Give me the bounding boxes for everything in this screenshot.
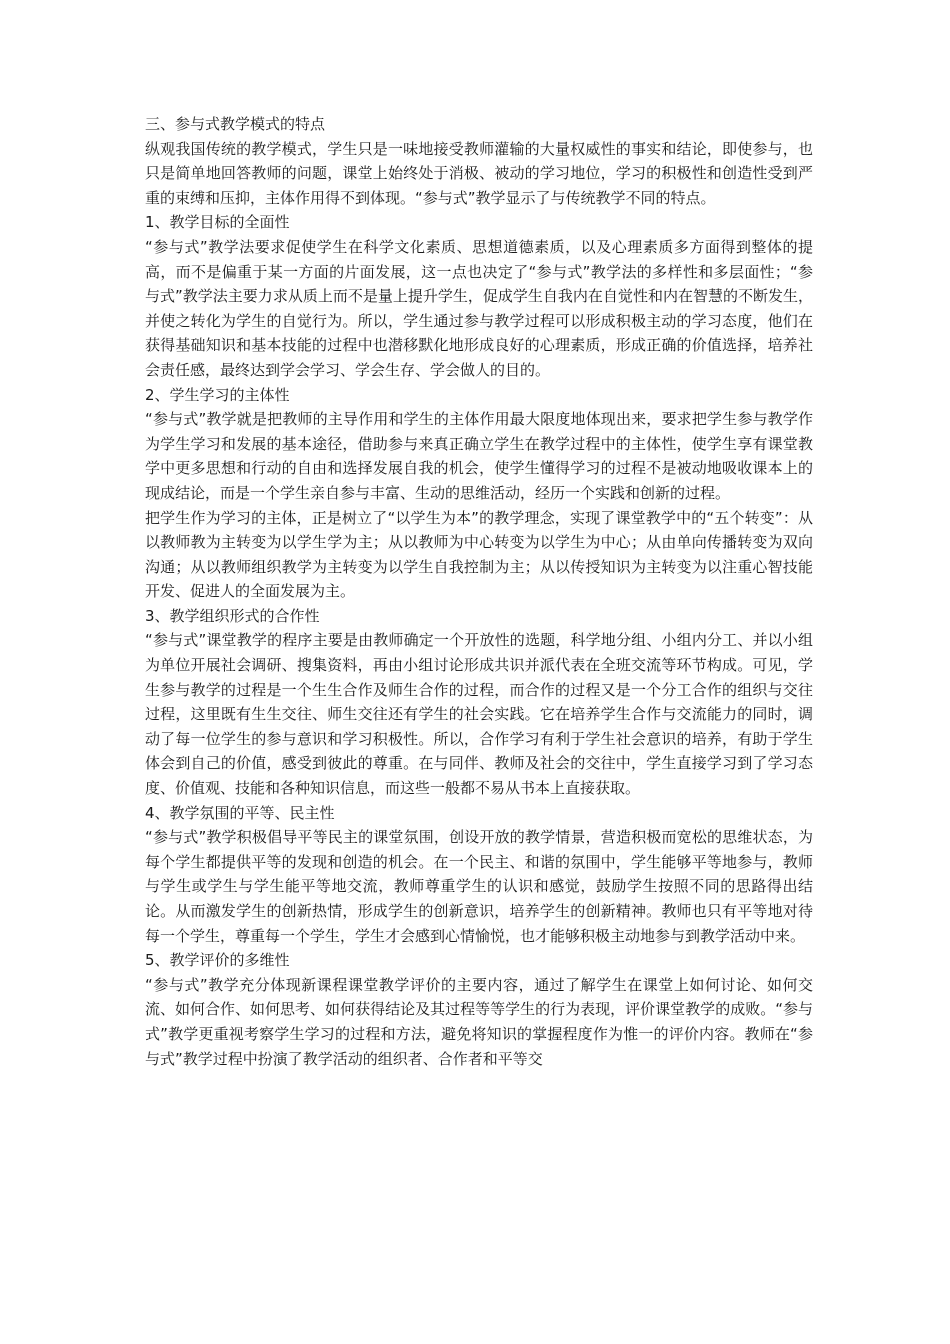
intro-paragraph: 纵观我国传统的教学模式，学生只是一味地接受教师灌输的大量权威性的事实和结论，即使参与，也只是简单地回答教师的问题，课堂上始终处于消极、被动的学习地位，学习的积极性和创造性受到严重的束缚和压抑，主体作用得不到体现。“参与式”教学显示了与传统教学不同的特点。: [145, 139, 813, 207]
document-page: [145, 112, 813, 1071]
paragraph-5-1: “参与式”教学充分体现新课程课堂教学评价的主要内容，通过了解学生在课堂上如何讨论、如何交流、如何合作、如何思考、如何获得结论及其过程等等学生的行为表现，评价课堂教学的成败。“参与式”教学更重视考察学生学习的过程和方法，避免将知识的掌握程度作为惟一的评价内容。教师在“参与式”教学过程中扮演了教学活动的组织者、合作者和平等交: [145, 975, 813, 1068]
subsection-heading-4: 4、教学氛围的平等、民主性: [145, 803, 335, 822]
paragraph-2-2: 把学生作为学习的主体，正是树立了“以学生为本”的教学理念，实现了课堂教学中的“五个转变”：从以教师教为主转变为以学生学为主；从以教师为中心转变为以学生为中心；从由单向传播转变为双向沟通；从以教师组织教学为主转变为以学生自我控制为主；从以传授知识为主转变为以注重心智技能开发、促进人的全面发展为主。: [145, 508, 813, 601]
subsection-heading-2: 2、学生学习的主体性: [145, 385, 290, 404]
paragraph-3-1: “参与式”课堂教学的程序主要是由教师确定一个开放性的选题，科学地分组、小组内分工、并以小组为单位开展社会调研、搜集资料，再由小组讨论形成共识并派代表在全班交流等环节构成。可见，学生参与教学的过程是一个生生合作及师生合作的过程，而合作的过程又是一个分工合作的组织与交往过程，这里既有生生交往、师生交往还有学生的社会实践。它在培养学生合作与交流能力的同时，调动了每一位学生的参与意识和学习积极性。所以，合作学习有利于学生社会意识的培养，有助于学生体会到自己的价值，感受到彼此的尊重。在与同伴、教师及社会的交往中，学生直接学习到了学习态度、价值观、技能和各种知识信息，而这些一般都不易从书本上直接获取。: [145, 631, 813, 798]
subsection-heading-3: 3、教学组织形式的合作性: [145, 606, 320, 625]
section-title: 三、参与式教学模式的特点: [145, 115, 326, 133]
paragraph-1-1: “参与式”教学法要求促使学生在科学文化素质、思想道德素质，以及心理素质多方面得到整体的提高，而不是偏重于某一方面的片面发展，这一点也决定了“参与式”教学法的多样性和多层面性；“参与式”教学法主要力求从质上而不是量上提升学生，促成学生自我内在自觉性和内在智慧的不断发生，并使之转化为学生的自觉行为。所以，学生通过参与教学过程可以形成积极主动的学习态度，他们在获得基础知识和基本技能的过程中也潜移默化地形成良好的心理素质，形成正确的价值选择，培养社会责任感，最终达到学会学习、学会生存、学会做人的目的。: [145, 237, 813, 379]
paragraph-2-1: “参与式”教学就是把教师的主导作用和学生的主体作用最大限度地体现出来，要求把学生参与教学作为学生学习和发展的基本途径，借助参与来真正确立学生在教学过程中的主体性，使学生享有课堂教学中更多思想和行动的自由和选择发展自我的机会，使学生懂得学习的过程不是被动地吸收课本上的现成结论，而是一个学生亲自参与丰富、生动的思维活动，经历一个实践和创新的过程。: [145, 410, 813, 502]
subsection-heading-5: 5、教学评价的多维性: [145, 951, 290, 970]
paragraph-4-1: “参与式”教学积极倡导平等民主的课堂氛围，创设开放的教学情景，营造积极而宽松的思维状态，为每个学生都提供平等的发现和创造的机会。在一个民主、和谐的氛围中，学生能够平等地参与，教师与学生或学生与学生能平等地交流，教师尊重学生的认识和感觉，鼓励学生按照不同的思路得出结论。从而激发学生的创新热情，形成学生的创新意识，培养学生的创新精神。教师也只有平等地对待每一个学生，尊重每一个学生，学生才会感到心情愉悦，也才能够积极主动地参与到教学活动中来。: [145, 828, 813, 945]
subsection-heading-1: 1、教学目标的全面性: [145, 213, 290, 232]
